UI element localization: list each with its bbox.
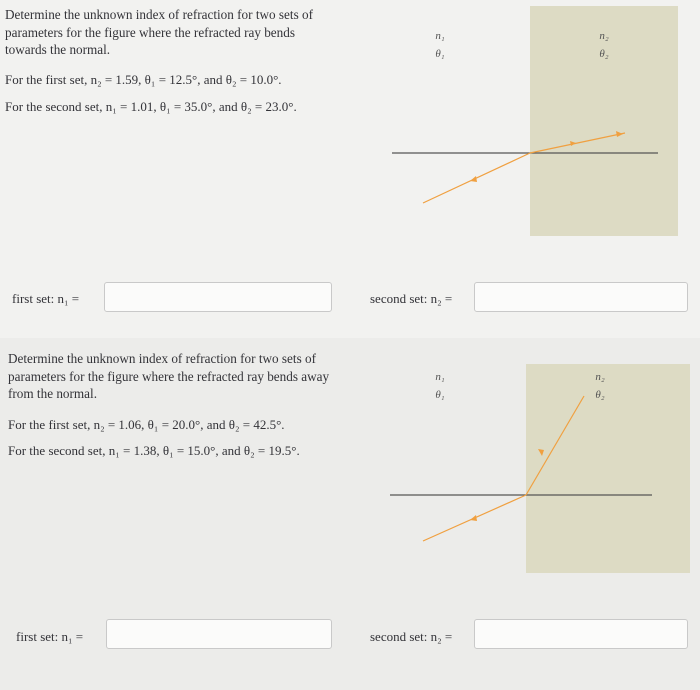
refracted-ray: [526, 396, 584, 495]
problem-prompt: Determine the unknown index of refraction for two sets of parameters for the figure where the refracted ray bends away from the normal.: [8, 351, 330, 401]
second-set-parameters: For the second set, n₁ = 1.38, θ₁ = 15.0°, and θ₂ = 19.5°.: [8, 443, 300, 458]
refraction-diagram: [390, 0, 700, 238]
problem-1: [0, 0, 700, 338]
first-answer-label: first set: n₁ =: [12, 291, 80, 306]
theta1-label: θ₁: [435, 48, 445, 60]
n1-label: n₁: [435, 30, 445, 42]
theta2-label: θ₂: [595, 389, 605, 401]
second-set-parameters: For the second set, n₁ = 1.01, θ₁ = 35.0°, and θ₂ = 23.0°.: [5, 99, 297, 114]
theta1-label: θ₁: [435, 389, 445, 401]
first-answer-input[interactable]: [104, 282, 332, 312]
second-answer-label: second set: n₂ =: [370, 291, 453, 306]
first-answer-label: first set: n₁ =: [16, 629, 84, 644]
theta2-label: θ₂: [599, 48, 609, 60]
incident-ray-arrow: [470, 176, 477, 182]
first-set-parameters: For the first set, n₂ = 1.06, θ₁ = 20.0°, and θ₂ = 42.5°.: [8, 417, 285, 432]
refracted-ray-arrow: [538, 449, 544, 456]
refracted-ray-arrow-1: [570, 141, 576, 146]
problem-prompt: Determine the unknown index of refraction for two sets of parameters for the figure where the refracted ray bends towards the normal.: [5, 7, 313, 57]
second-answer-input[interactable]: [474, 282, 688, 312]
incident-ray-arrow: [470, 515, 477, 521]
incident-ray: [423, 153, 530, 203]
refraction-diagram: [390, 338, 700, 578]
n2-label: n₂: [595, 371, 605, 383]
ray-drawing: [390, 0, 700, 238]
refracted-ray: [530, 133, 625, 153]
first-answer-input[interactable]: [106, 619, 332, 649]
problem-2: [0, 338, 700, 690]
n2-label: n₂: [599, 30, 609, 42]
ray-drawing: [390, 338, 700, 578]
second-answer-input[interactable]: [474, 619, 688, 649]
refracted-ray-arrow-2: [616, 131, 623, 137]
n1-label: n₁: [435, 371, 445, 383]
first-set-parameters: For the first set, n₂ = 1.59, θ₁ = 12.5°, and θ₂ = 10.0°.: [5, 72, 282, 87]
second-answer-label: second set: n₂ =: [370, 629, 453, 644]
